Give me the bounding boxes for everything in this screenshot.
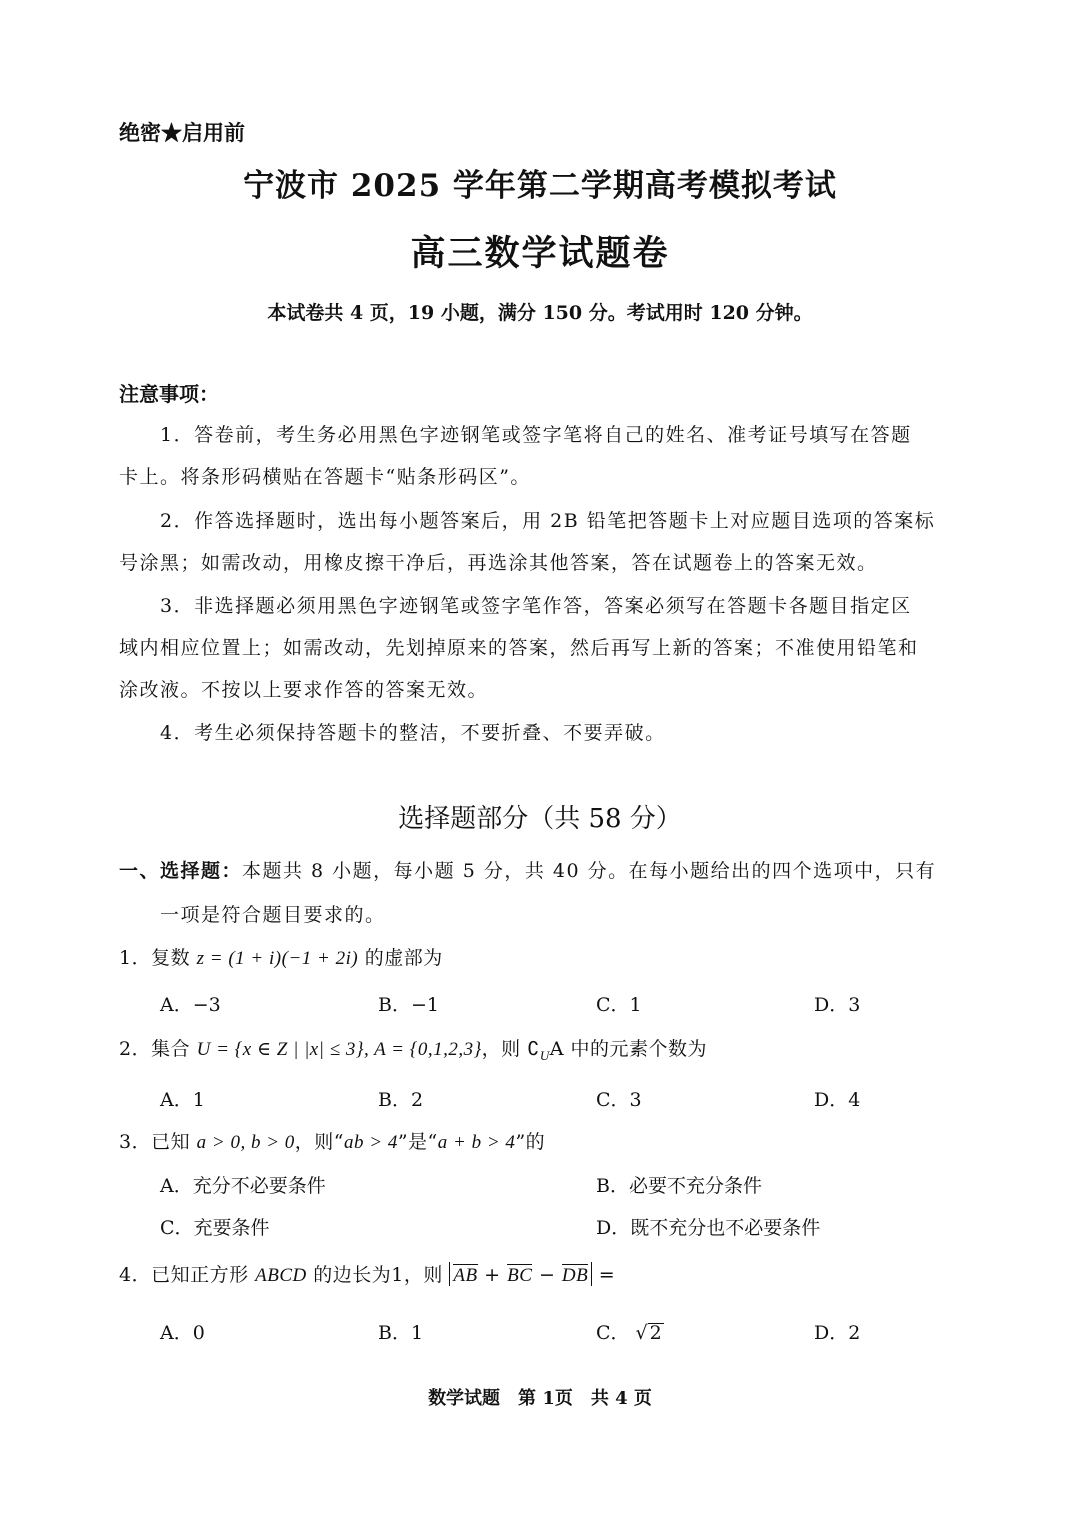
- notice-line: 卡上。将条形码横贴在答题卡“贴条形码区”。: [119, 466, 531, 488]
- option-a: A．充分不必要条件: [160, 1175, 326, 1197]
- notice-line: 1．答卷前，考生务必用黑色字迹钢笔或签字笔将自己的姓名、准考证号填写在答题: [160, 424, 912, 446]
- option-a: A．1: [160, 1089, 205, 1111]
- question-number: 2．: [119, 1038, 152, 1060]
- page-footer: 数学试题 第 1页 共 4 页: [428, 1388, 652, 1409]
- exam-subtitle: 高三数学试题卷: [410, 233, 670, 274]
- option-d: D．3: [814, 994, 861, 1016]
- sqrt-value: 2: [649, 1322, 662, 1344]
- sqrt-icon: √: [635, 1322, 648, 1344]
- notice-line: 2．作答选择题时，选出每小题答案后，用 2B 铅笔把答题卡上对应题目选项的答案标: [160, 510, 936, 532]
- question-formula: ab > 4: [344, 1132, 398, 1153]
- question-text: 复数: [151, 947, 197, 969]
- option-a: A．−3: [160, 994, 221, 1016]
- question-text: ”的: [515, 1131, 546, 1153]
- question-number: 1．: [119, 947, 152, 969]
- question-text: A 中的元素个数为: [549, 1038, 707, 1060]
- option-c: C．3: [596, 1089, 642, 1111]
- option-c: [596, 1318, 664, 1345]
- question-text: =: [592, 1264, 616, 1286]
- question-formula: U = {x ∈ Z | |x| ≤ 3}, A = {0,1,2,3}: [196, 1039, 482, 1060]
- question-2: [119, 1034, 707, 1064]
- option-b: B．−1: [378, 994, 439, 1016]
- question-formula: a > 0, b > 0: [196, 1132, 295, 1153]
- question-3: [119, 1127, 545, 1154]
- question-number: 3．: [119, 1131, 152, 1153]
- notice-line: 号涂黑；如需改动，用橡皮擦干净后，再选涂其他答案，答在试题卷上的答案无效。: [119, 552, 878, 574]
- option-a: A．0: [160, 1322, 205, 1344]
- vector-db: DB: [561, 1265, 589, 1286]
- vector-ab: AB: [453, 1265, 478, 1286]
- question-4: [119, 1260, 615, 1287]
- part-label: 一、选择题：: [119, 860, 243, 882]
- question-text: 的边长为1，则: [306, 1264, 450, 1286]
- question-formula: z = (1 + i)(−1 + 2i): [196, 948, 359, 969]
- absolute-value: [449, 1262, 592, 1286]
- option-b: B．1: [378, 1322, 424, 1344]
- question-text: 已知正方形: [151, 1264, 256, 1286]
- option-d: D．2: [814, 1322, 861, 1344]
- notice-line: 涂改液。不按以上要求作答的答案无效。: [119, 679, 489, 701]
- operator: +: [477, 1264, 508, 1286]
- part-text: 本题共 8 小题，每小题 5 分，共 40 分。在每小题给出的四个选项中，只有: [242, 860, 937, 882]
- option-b: B．2: [378, 1089, 424, 1111]
- question-text: ，则 ∁: [481, 1038, 540, 1060]
- question-1: [119, 943, 443, 970]
- part-heading: [119, 856, 936, 883]
- question-text: 集合: [151, 1038, 197, 1060]
- exam-title: 宁波市 2025 学年第二学期高考模拟考试: [243, 168, 837, 204]
- question-number: 4．: [119, 1264, 152, 1286]
- option-c: C．1: [596, 994, 642, 1016]
- section-title: 选择题部分（共 58 分）: [398, 804, 682, 834]
- question-text: 已知: [151, 1131, 197, 1153]
- question-formula: a + b > 4: [437, 1132, 516, 1153]
- vector-bc: BC: [507, 1265, 533, 1286]
- operator: −: [532, 1264, 562, 1286]
- option-b: B．必要不充分条件: [596, 1175, 762, 1197]
- notice-line: 3．非选择题必须用黑色字迹钢笔或签字笔作答，答案必须写在答题卡各题目指定区: [160, 595, 912, 617]
- notice-heading: 注意事项：: [119, 382, 219, 406]
- question-text: ，则“: [294, 1131, 345, 1153]
- part-text-cont: 一项是符合题目要求的。: [160, 904, 386, 926]
- question-text: 的虚部为: [358, 947, 443, 969]
- option-d: D．既不充分也不必要条件: [596, 1217, 821, 1239]
- question-formula: ABCD: [255, 1265, 307, 1286]
- option-c: C．充要条件: [160, 1217, 270, 1239]
- option-c-label: C．: [596, 1322, 630, 1344]
- option-d: D．4: [814, 1089, 861, 1111]
- question-text: ”是“: [397, 1131, 438, 1153]
- notice-line: 4．考生必须保持答题卡的整洁，不要折叠、不要弄破。: [160, 722, 666, 744]
- secret-label: 绝密★启用前: [119, 120, 245, 145]
- notice-line: 域内相应位置上；如需改动，先划掉原来的答案，然后再写上新的答案；不准使用铅笔和: [119, 637, 919, 659]
- complement-subscript: U: [539, 1047, 550, 1063]
- exam-info: 本试卷共 4 页，19 小题，满分 150 分。考试用时 120 分钟。: [267, 302, 813, 324]
